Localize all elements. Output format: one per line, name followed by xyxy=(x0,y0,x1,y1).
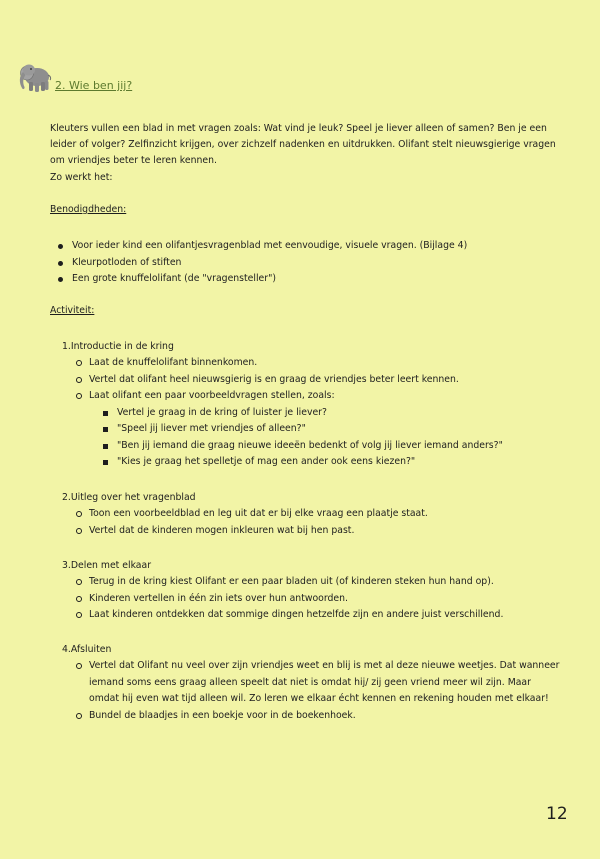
step-explanation xyxy=(62,490,562,539)
list-item: Kinderen vertellen in één zin iets over hun antwoorden. xyxy=(62,591,562,608)
section-header xyxy=(16,60,132,94)
intro-paragraph: Kleuters vullen een blad in met vragen zoals: Wat vind je leuk? Speel je liever alleen of samen? Ben je een leider of volger? Zelfinzicht krijgen, over zichzelf nadenken en uitdrukken. Olifant stelt nieuwsgierige vragen om vriendjes beter te leren kennen. xyxy=(50,123,556,167)
list-item: Voor ieder kind een olifantjesvragenblad met eenvoudige, visuele vragen. (Bijlage 4) xyxy=(56,238,467,255)
list-item: Vertel je graag in de kring of luister je liever? xyxy=(97,405,562,422)
materials-list xyxy=(56,238,467,288)
step-title: 4.Afsluiten xyxy=(62,644,112,655)
list-item: Vertel dat olifant heel nieuwsgierig is en graag de vriendjes beter leert kennen. xyxy=(62,372,562,389)
list-item: "Kies je graag het spelletje of mag een ander ook eens kiezen?" xyxy=(97,454,562,471)
example-questions xyxy=(89,405,562,471)
materials-heading: Benodigdheden: xyxy=(50,204,127,215)
step-items xyxy=(62,506,562,539)
list-item: Toon een voorbeeldblad en leg uit dat er bij elke vraag een plaatje staat. xyxy=(62,506,562,523)
step-items xyxy=(62,574,562,624)
intro-closing: Zo werkt het: xyxy=(50,171,113,183)
activity-heading: Activiteit: xyxy=(50,305,95,316)
list-item: Bundel de blaadjes in een boekje voor in de boekenhoek. xyxy=(62,708,562,725)
step-title: 1.Introductie in de kring xyxy=(62,341,174,352)
step-title: 3.Delen met elkaar xyxy=(62,560,152,571)
step-closing xyxy=(62,642,562,724)
intro-text xyxy=(50,121,560,186)
list-item xyxy=(62,388,562,471)
list-item-text: Laat olifant een paar voorbeeldvragen stellen, zoals: xyxy=(89,390,335,401)
section-title: 2. Wie ben jij? xyxy=(55,79,133,92)
step-sharing xyxy=(62,558,562,624)
page-number: 12 xyxy=(546,804,568,824)
list-item: "Speel jij liever met vriendjes of alleen?" xyxy=(97,421,562,438)
step-introduction xyxy=(62,339,562,471)
list-item: Kleurpotloden of stiften xyxy=(56,255,467,272)
step-items xyxy=(62,658,562,724)
list-item: Laat kinderen ontdekken dat sommige dingen hetzelfde zijn en andere juist verschillend. xyxy=(62,607,562,624)
list-item: "Ben jij iemand die graag nieuwe ideeën bedenkt of volg jij liever iemand anders?" xyxy=(97,438,562,455)
list-item: Terug in de kring kiest Olifant er een paar bladen uit (of kinderen steken hun hand op). xyxy=(62,574,562,591)
list-item: Een grote knuffelolifant (de "vragensteller") xyxy=(56,271,467,288)
step-title: 2.Uitleg over het vragenblad xyxy=(62,492,196,503)
list-item: Laat de knuffelolifant binnenkomen. xyxy=(62,355,562,372)
list-item: Vertel dat Olifant nu veel over zijn vriendjes weet en blij is met al deze nieuwe weetjes. Dat wanneer iemand soms eens graag alleen speelt dat niet is omdat hij/ zij geen vriend meer wil zijn. Maar omdat hij even wat tijd alleen wil. Zo leren we elkaar écht kennen en rekening houden met elkaar! xyxy=(62,658,562,708)
step-items xyxy=(62,355,562,471)
elephant-icon xyxy=(16,60,52,94)
list-item: Vertel dat de kinderen mogen inkleuren wat bij hen past. xyxy=(62,523,562,540)
